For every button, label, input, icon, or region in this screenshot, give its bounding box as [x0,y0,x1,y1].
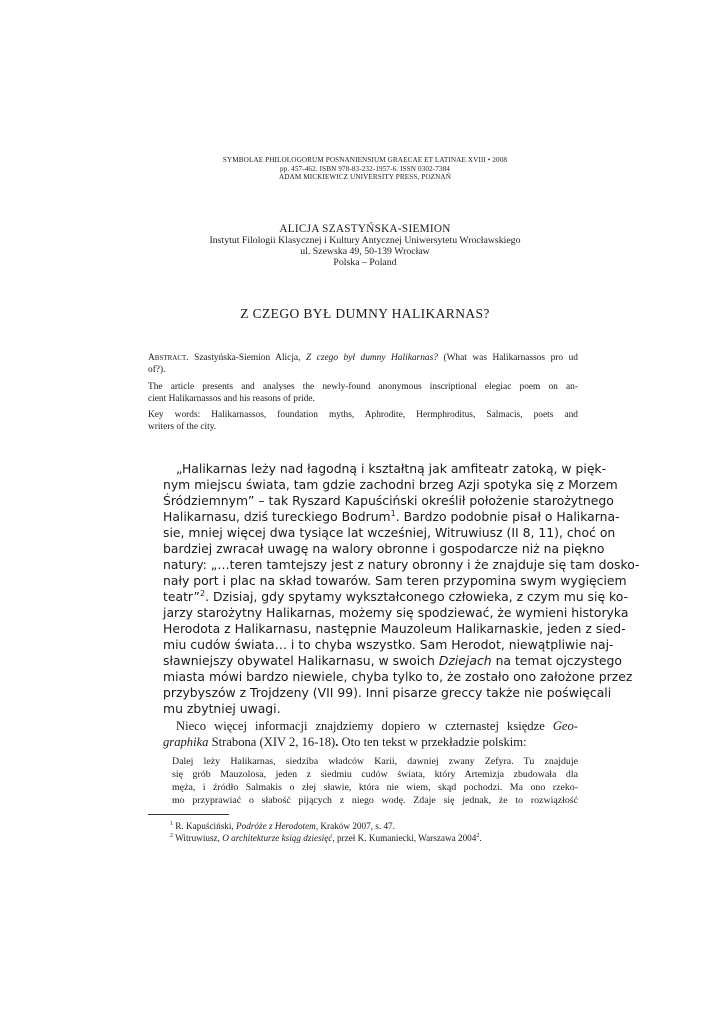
body-text: . Bardzo podobnie pisał o Halikarna- [395,509,620,524]
author-name: ALICJA SZASTYŃSKA-SIEMION [279,223,451,235]
abstract-line-2: of?). [148,364,166,375]
abstract-description [148,382,578,405]
body-line: nym miejscu świata, tam gdzie zachodni brzeg Azji spotyka się z Morzem [163,477,618,492]
body-line: Śródziemnym” – tak Ryszard Kapuściński określił położenie starożytnego [163,493,614,508]
affiliation-line-1: Instytut Filologii Klasycznej i Kultury Antycznej Uniwersytetu Wrocławskiego [209,235,521,246]
body-text: Oto ten tekst w przekładzie polskim: [338,735,527,749]
journal-header-line-3: ADAM MICKIEWICZ UNIVERSITY PRESS, POZNAŃ [278,173,452,181]
footnote-text: R. Kapuściński, [175,821,237,831]
abstract [148,353,578,376]
quote-line: mo przyprawiać o słabość pijących z niego wodę. Zdaje się jednak, że to rozwiązłość [172,795,578,806]
footnote-rule [148,814,229,815]
body-line [163,508,620,525]
body-paragraph-2-line-2 [163,734,578,750]
footnote-1 [170,821,395,832]
body-line [163,588,629,605]
body-line: nały port i plac na skład towarów. Sam teren przypomina swym wygięciem [163,573,627,588]
abstract-authors: . Szastyńska-Siemion Alicja, [186,353,306,363]
footnote-mark-1: 1 [390,508,396,518]
affiliation-line-3: Polska – Poland [333,256,397,268]
footnote-mark-2: 2 [199,588,206,598]
body-line: mu zbytniej uwagi. [163,701,281,716]
body-line: miasta mówi bardzo niewiele, chyba tylko to, że zostało ono założone przez [163,669,633,684]
footnote-text: Witruwiusz, [175,833,223,843]
abstract-italic-title: Z czego był dumny Halikarnas? [305,353,438,363]
quote-line: Dalej leży Halikarnas, siedziba władców Karii, dawniej zwany Zefyra. Tu znajduje [172,756,578,767]
body-text: teatr” [163,589,200,604]
quote-line: się grób Mauzolosa, jeden z siedmiu cudów świata, który Artemizja zbudowała dla [172,769,578,780]
body-line: sie, mniej więcej dwa tysiące lat wcześniej, Witruwiusz (II 8, 11), choć on [163,525,616,540]
body-line: jarzy starożytny Halikarnas, możemy się spodziewać, że wymieni historyka [163,605,629,620]
journal-header-line-2: pp. 457-462. ISBN 978-83-232-1957-6. ISSN 0302-7384 [279,164,450,173]
paper-title: Z CZEGO BYŁ DUMNY HALIKARNAS? [240,306,490,321]
body-line: natury: „…teren tamtejszy jest z natury obronny i że znajduje się tam dosko- [163,557,640,572]
body-line: „Halikarnas leży nad łagodną i kształtną jak amfiteatr zatoką, w pięk- [176,461,607,476]
journal-header [140,156,590,182]
abstract-line-1-rest: (What was Halikarnassos pro ud [437,353,578,363]
body-line: bardziej zwracał uwagę na walory obronne i gospodarcze niż na piękno [163,541,605,556]
body-line: Herodota z Halikarnasu, następnie Mauzoleum Halikarnaskie, jeden z sied- [163,621,626,636]
affiliation-line-2: ul. Szewska 49, 50-139 Wrocław [300,245,430,257]
footnote-text: , Kraków 2007, s. 47. [315,821,395,831]
footnote-italic: Podróże z Herodotem [236,821,316,831]
body-paragraph-2-line-1 [176,718,578,734]
keywords-line-1: Key words: Halikarnassos, foundation myths, Aphrodite, Hermphroditus, Salmacis, poets and [148,410,578,420]
footnote-number: 2 [170,832,173,839]
footnote-italic: O architekturze ksiąg dziesięć [222,833,333,843]
body-text: Nieco więcej informacji znajdziemy dopiero w czternastej księdze [176,719,553,733]
body-text: na temat ojczystego [491,653,622,668]
keywords-line-2: writers of the city. [148,421,217,432]
body-line: miu cudów świata… i to chyba wszystko. Sam Herodot, niewątpliwie naj- [163,637,614,652]
body-text: . [335,735,339,749]
footnote-number: 1 [170,820,173,827]
footnote-2 [170,833,482,844]
author-affiliation [140,236,590,268]
body-italic: graphika [163,735,209,749]
abstract-line-1 [148,353,578,365]
body-text: . Dzisiaj, gdy spytamy wykształconego człowieka, z czym mu się ko- [205,589,629,604]
quote-line: męża, i źródło Salmakis o złej sławie, która nie wiem, skąd pochodzi. Ma ono rzeko- [172,782,578,793]
body-line [163,653,622,669]
abstract-description-line-2: cient Halikarnassos and his reasons of pride. [148,393,315,404]
keywords [148,410,578,433]
body-line: przybyszów z Trojdzeny (VII 99). Inni pisarze greccy także nie poświęcali [163,685,612,700]
body-text: sławniejszy obywatel Halikarnasu, w swoich [163,653,439,668]
footnote-text: , przeł K. Kumaniecki, Warszawa 2004 [332,833,477,843]
body-text: Halikarnasu, dziś tureckiego Bodrum [163,509,391,524]
body-italic: Geo- [552,719,578,733]
footnote-edition: 2 [476,832,480,839]
body-italic: Dziejach [438,653,492,668]
abstract-description-line-1: The article presents and analyses the newly-found anonymous inscriptional elegiac poem on an- [148,382,578,392]
body-text: Strabona (XIV 2, 16-18) [208,735,336,749]
footnote-text: . [479,833,482,843]
abstract-label: Abstract [148,353,187,363]
journal-header-line-1: SYMBOLAE PHILOLOGORUM POSNANIENSIUM GRAECAE ET LATINAE XVIII • 2008 [222,156,508,164]
